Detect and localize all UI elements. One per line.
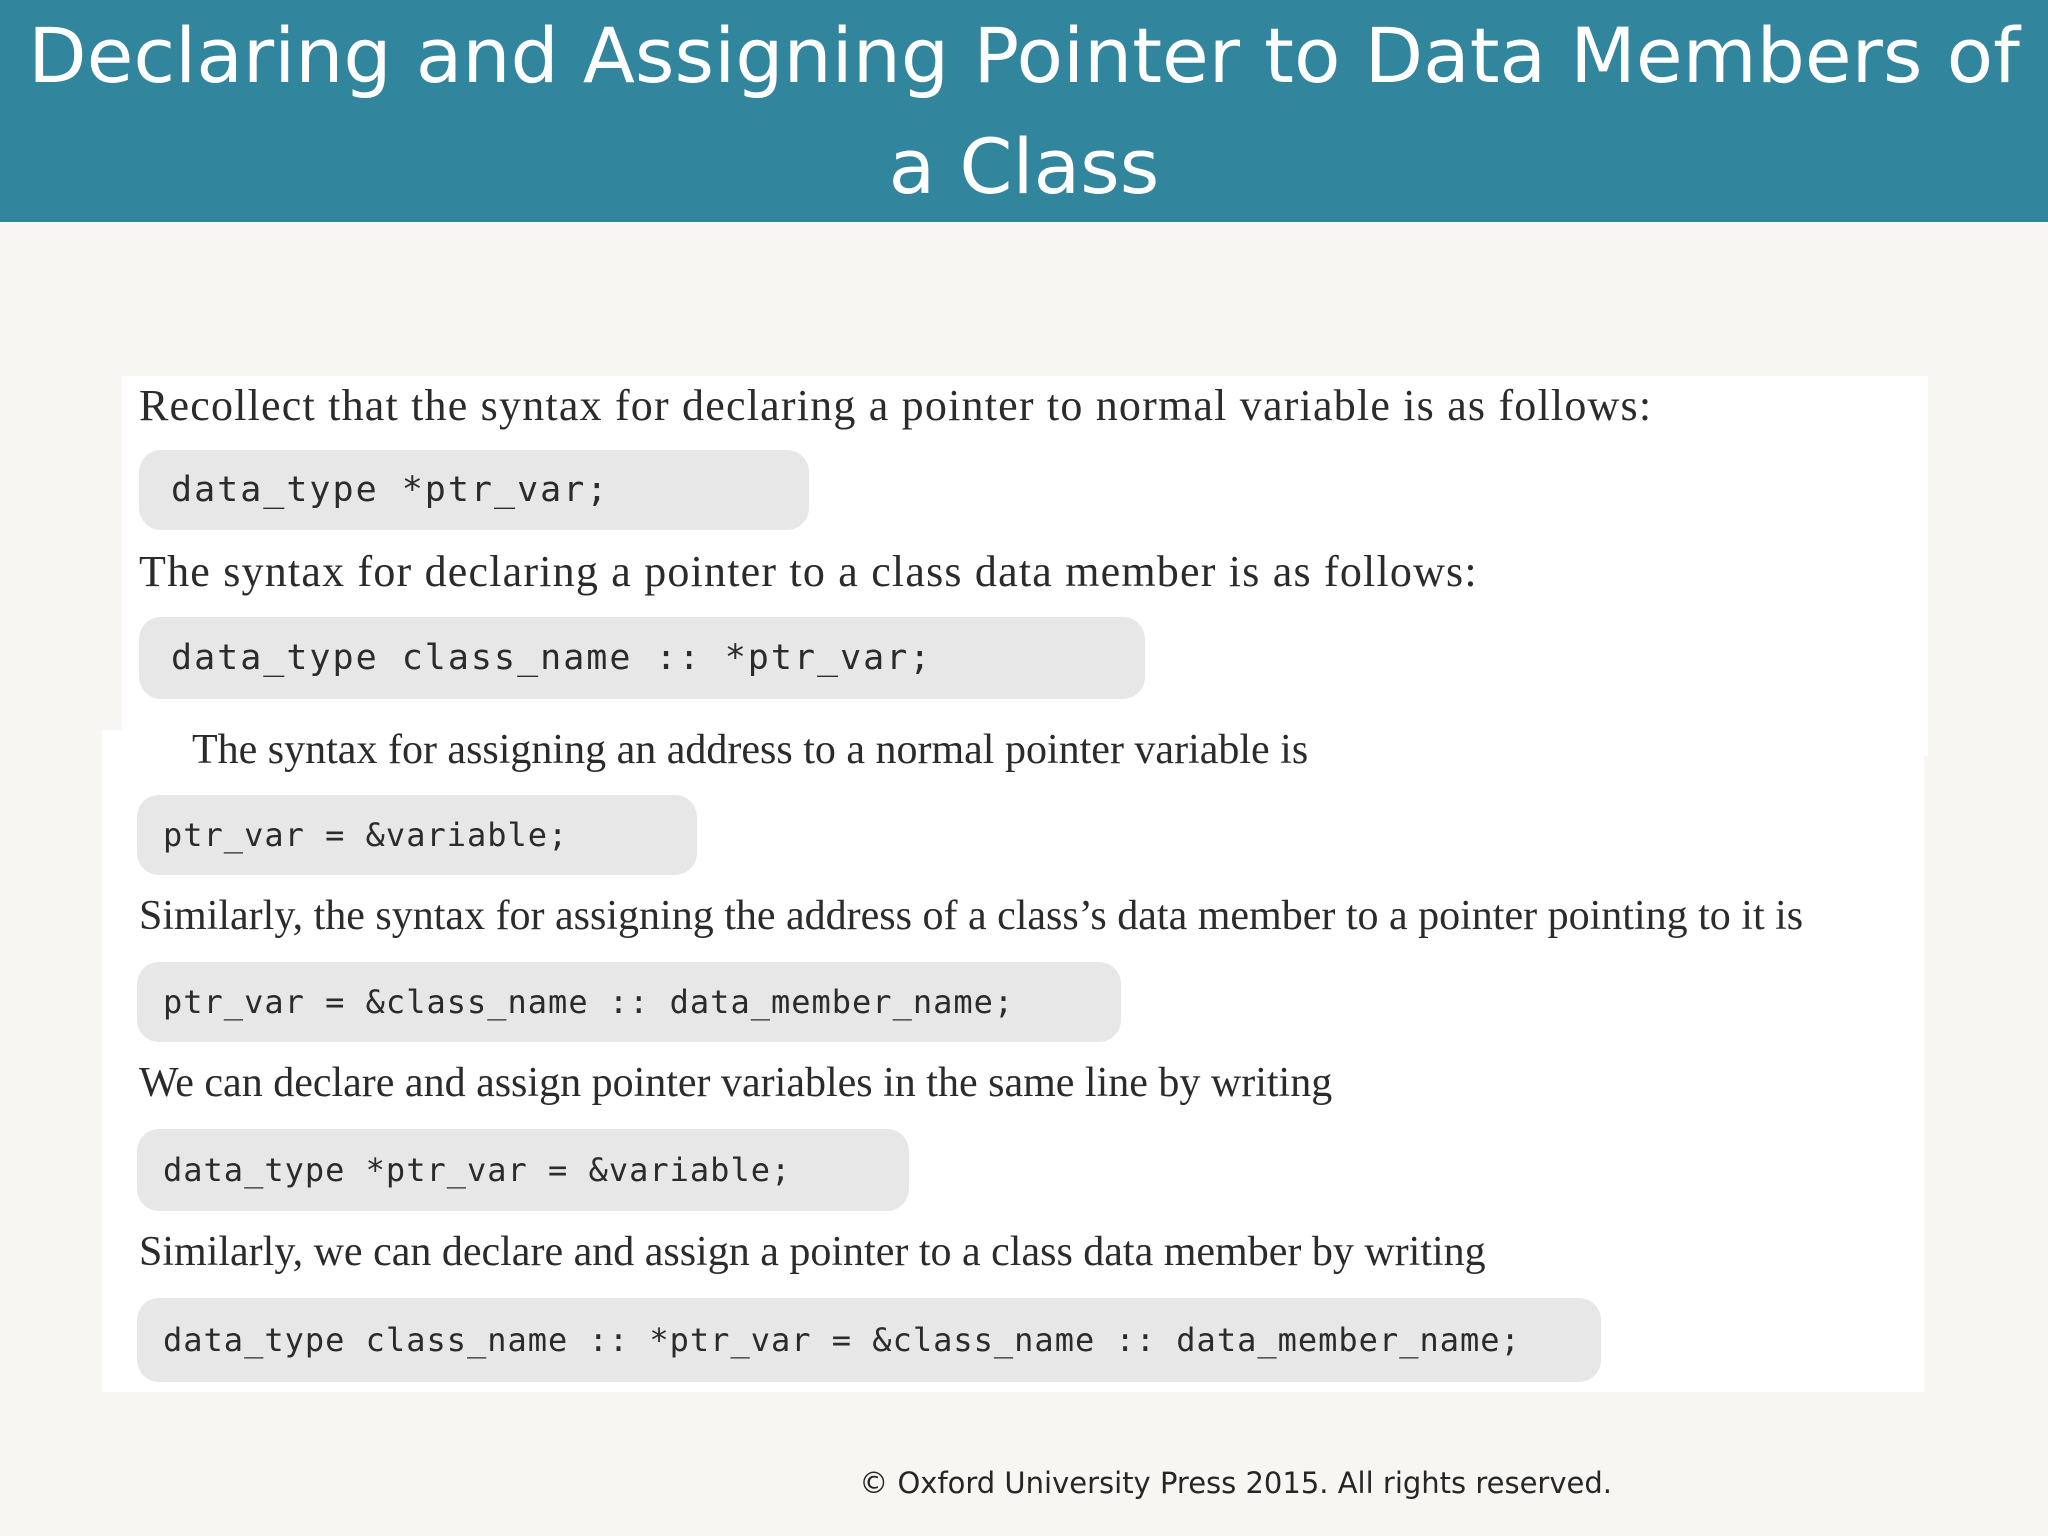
slide-title: Declaring and Assigning Pointer to Data Members of a Class	[28, 11, 2020, 211]
code-normal-combined: data_type *ptr_var = &variable;	[137, 1129, 909, 1211]
intro-member-assign: Similarly, the syntax for assigning the address of a class’s data member to a pointer pointing to it is	[139, 893, 1804, 939]
copyright-footer: © Oxford University Press 2015. All rights reserved.	[859, 1466, 1612, 1500]
code-member-assign: ptr_var = &class_name :: data_member_name;	[137, 962, 1121, 1042]
intro-normal-combined: We can declare and assign pointer variables in the same line by writing	[139, 1060, 1333, 1106]
intro-normal-declare: Recollect that the syntax for declaring a pointer to normal variable is as follows:	[139, 381, 1653, 430]
intro-member-declare: The syntax for declaring a pointer to a class data member is as follows:	[139, 547, 1478, 596]
title-bar	[0, 0, 2048, 222]
intro-member-combined: Similarly, we can declare and assign a pointer to a class data member by writing	[139, 1229, 1486, 1275]
code-normal-declare: data_type *ptr_var;	[139, 450, 809, 530]
code-member-combined: data_type class_name :: *ptr_var = &class_name :: data_member_name;	[137, 1298, 1601, 1382]
code-normal-assign: ptr_var = &variable;	[137, 795, 697, 875]
code-member-declare: data_type class_name :: *ptr_var;	[139, 617, 1145, 699]
intro-normal-assign: The syntax for assigning an address to a normal pointer variable is	[192, 727, 1309, 773]
